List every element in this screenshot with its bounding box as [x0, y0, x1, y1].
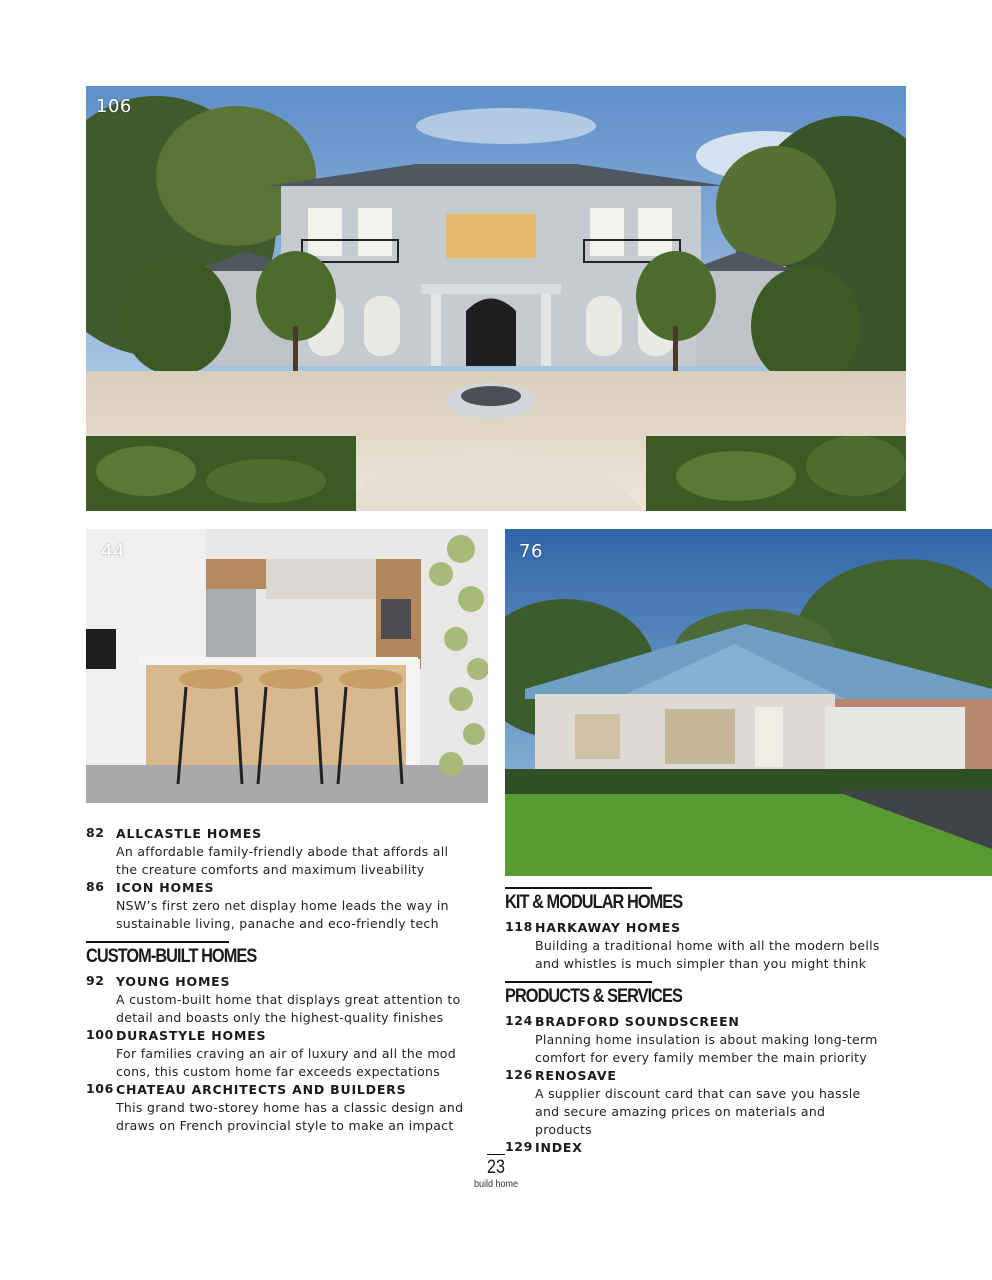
entry-page-number: 92	[86, 973, 105, 988]
section-products-services	[505, 981, 885, 1009]
entry-title: HARKAWAY HOMES	[535, 920, 681, 935]
entry-title: CHATEAU ARCHITECTS AND BUILDERS	[116, 1082, 407, 1097]
entry-title: BRADFORD SOUNDSCREEN	[535, 1014, 740, 1029]
contents-entry-allcastle[interactable]	[86, 825, 466, 879]
page-number: 23	[487, 1157, 505, 1178]
entry-page-number: 82	[86, 825, 105, 840]
section-title: KIT & MODULAR HOMES	[505, 892, 683, 913]
contents-entry-harkaway[interactable]	[505, 919, 885, 973]
section-rule	[505, 981, 652, 983]
entry-page-number: 106	[86, 1081, 114, 1096]
entry-page-number: 126	[505, 1067, 533, 1082]
entry-title: RENOSAVE	[535, 1068, 617, 1083]
photo-page-ref-106: 106	[96, 96, 132, 117]
entry-title: ICON HOMES	[116, 880, 215, 895]
entry-description: Planning home insulation is about making long-term comfort for every family member the main priority	[535, 1032, 878, 1065]
entry-page-number: 118	[505, 919, 533, 934]
section-title: PRODUCTS & SERVICES	[505, 986, 682, 1007]
entry-page-number: 129	[505, 1139, 533, 1154]
page-footer	[446, 1154, 546, 1190]
entry-description: Building a traditional home with all the modern bells and whistles is much simpler than you might think	[535, 938, 880, 971]
footer-rule	[487, 1154, 505, 1155]
entry-description: For families craving an air of luxury and all the mod cons, this custom home far exceeds expectations	[116, 1046, 456, 1079]
entry-title: INDEX	[535, 1140, 583, 1155]
contents-entry-young-homes[interactable]	[86, 973, 466, 1027]
entry-description: NSW’s first zero net display home leads the way in sustainable living, panache and eco-friendly tech	[116, 898, 449, 931]
entry-page-number: 86	[86, 879, 105, 894]
section-kit-modular-homes	[505, 887, 885, 915]
entry-description: A supplier discount card that can save you hassle and secure amazing prices on materials and products	[535, 1086, 861, 1137]
contents-entry-chateau[interactable]	[86, 1081, 466, 1135]
entry-title: YOUNG HOMES	[116, 974, 231, 989]
section-rule	[86, 941, 229, 943]
entry-page-number: 124	[505, 1013, 533, 1028]
contents-entry-renosave[interactable]	[505, 1067, 885, 1139]
entry-page-number: 100	[86, 1027, 114, 1042]
photo-kitchen	[86, 529, 488, 803]
photo-modular-house	[505, 529, 992, 876]
entry-description: A custom-built home that displays great attention to detail and boasts only the highest-quality finishes	[116, 992, 461, 1025]
entry-description: An affordable family-friendly abode that affords all the creature comforts and maximum liveability	[116, 844, 449, 877]
entry-title: DURASTYLE HOMES	[116, 1028, 267, 1043]
contents-entry-icon-homes[interactable]	[86, 879, 466, 933]
contents-entry-durastyle[interactable]	[86, 1027, 466, 1081]
entry-title: ALLCASTLE HOMES	[116, 826, 262, 841]
contents-entry-bradford[interactable]	[505, 1013, 885, 1067]
photo-chateau-house	[86, 86, 906, 511]
contents-left-column	[86, 825, 466, 1135]
photo-page-ref-76: 76	[519, 541, 543, 562]
entry-description: This grand two-storey home has a classic design and draws on French provincial style to make an impact	[116, 1100, 464, 1133]
section-title: CUSTOM-BUILT HOMES	[86, 946, 257, 967]
contents-right-column	[505, 887, 885, 1157]
magazine-name: build home	[473, 1179, 519, 1190]
contents-entry-index[interactable]	[505, 1139, 885, 1157]
section-rule	[505, 887, 652, 889]
photo-page-ref-44: 44	[101, 541, 125, 562]
section-custom-built-homes	[86, 941, 466, 969]
